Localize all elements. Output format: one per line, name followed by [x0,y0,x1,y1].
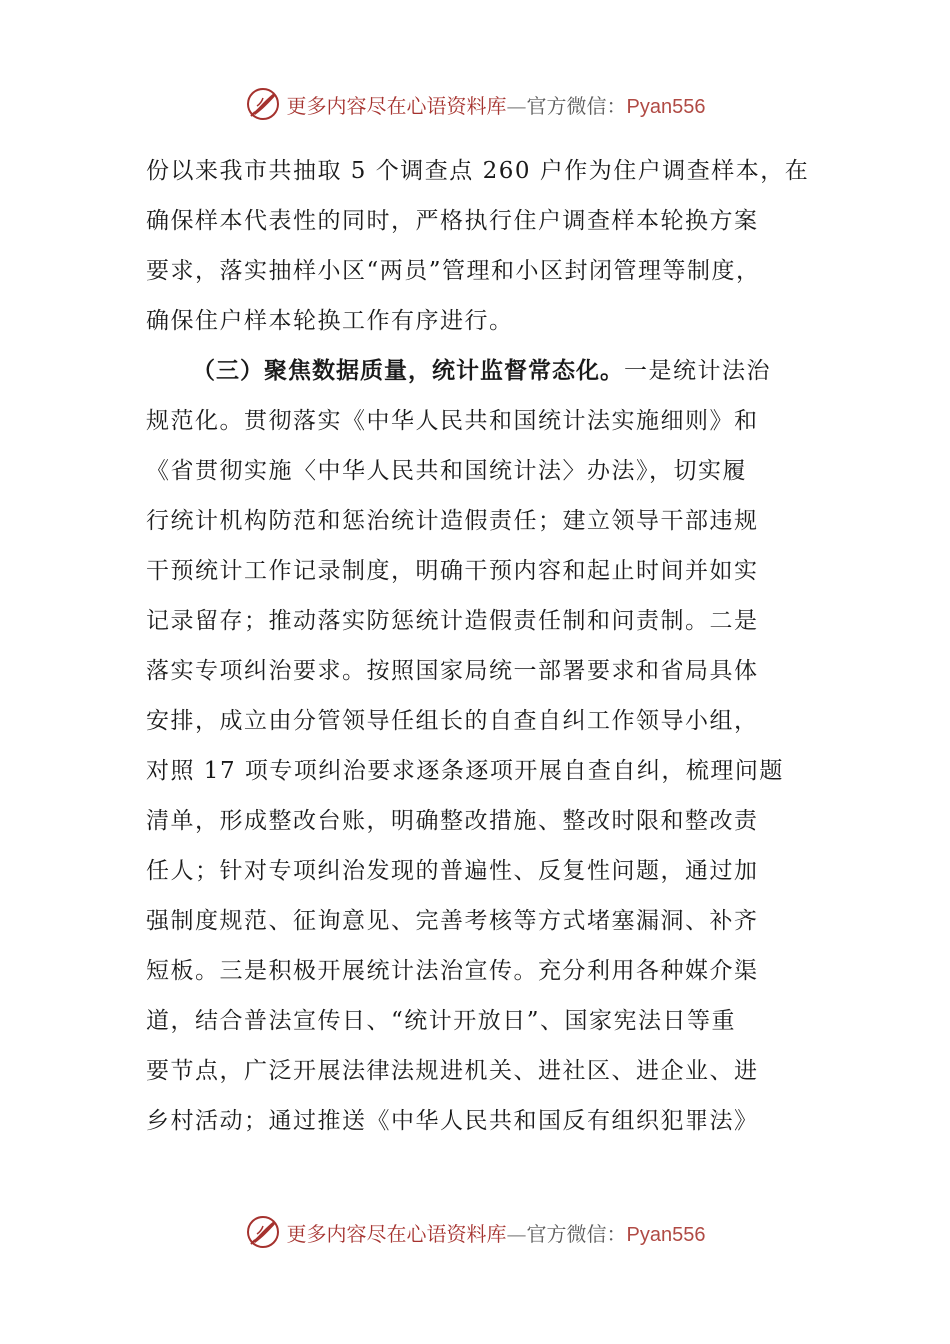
text-line: 乡村活动；通过推送《中华人民共和国反有组织犯罪法》 [146,1108,759,1134]
text-line: 要节点，广泛开展法律法规进机关、进社区、进企业、进 [146,1058,759,1084]
banner-wechat-id: Pyan556 [626,95,706,118]
banner-main-text: 更多内容尽在心语资料库 [286,1221,507,1246]
banner-dash: — [506,1221,527,1246]
banner-main-text: 更多内容尽在心语资料库 [286,93,507,118]
text-line: 规范化。贯彻落实《中华人民共和国统计法实施细则》和 [146,408,759,434]
text-line [146,346,806,396]
heading-trailing-text: 一是统计法治 [624,358,771,384]
pen-logo-icon [245,1214,281,1250]
text-line: 《省贯彻实施〈中华人民共和国统计法〉办法》，切实履 [146,458,747,484]
text-line: 要求，落实抽样小区“两员”管理和小区封闭管理等制度， [146,258,761,284]
text-line: 确保住户样本轮换工作有序进行。 [146,308,514,334]
banner-dash: — [506,93,527,118]
text-line: 清单，形成整改台账，明确整改措施、整改时限和整改责 [146,808,759,834]
banner-text [287,90,706,119]
footer-banner [0,1212,950,1252]
banner-official-label: 官方微信： [526,93,627,118]
banner-wechat-id: Pyan556 [626,1223,706,1246]
text-line: 对照 17 项专项纠治要求逐条逐项开展自查自纠，梳理问题 [146,758,784,784]
section-heading: （三）聚焦数据质量，统计监督常态化。 [192,358,624,384]
document-body [146,146,810,1146]
text-line: 任人；针对专项纠治发现的普遍性、反复性问题，通过加 [146,858,759,884]
text-line: 道，结合普法宣传日、“统计开放日”、国家宪法日等重 [146,1008,737,1034]
pen-logo-icon [245,86,281,122]
text-line: 安排，成立由分管领导任组长的自查自纠工作领导小组， [146,708,759,734]
text-line: 确保样本代表性的同时，严格执行住户调查样本轮换方案 [146,208,759,234]
text-line: 落实专项纠治要求。按照国家局统一部署要求和省局具体 [146,658,759,684]
text-line: 干预统计工作记录制度，明确干预内容和起止时间并如实 [146,558,759,584]
text-line: 短板。三是积极开展统计法治宣传。充分利用各种媒介渠 [146,958,759,984]
banner-text [287,1218,706,1247]
text-line: 强制度规范、征询意见、完善考核等方式堵塞漏洞、补齐 [146,908,759,934]
paragraph-data-quality [146,346,806,1146]
banner-official-label: 官方微信： [526,1221,627,1246]
text-line: 行统计机构防范和惩治统计造假责任；建立领导干部违规 [146,508,759,534]
text-line: 份以来我市共抽取 5 个调查点 260 户作为住户调查样本，在 [146,158,810,184]
text-line: 记录留存；推动落实防惩统计造假责任制和问责制。二是 [146,608,759,634]
header-banner [0,84,950,124]
paragraph-sample-rotation [146,146,810,346]
